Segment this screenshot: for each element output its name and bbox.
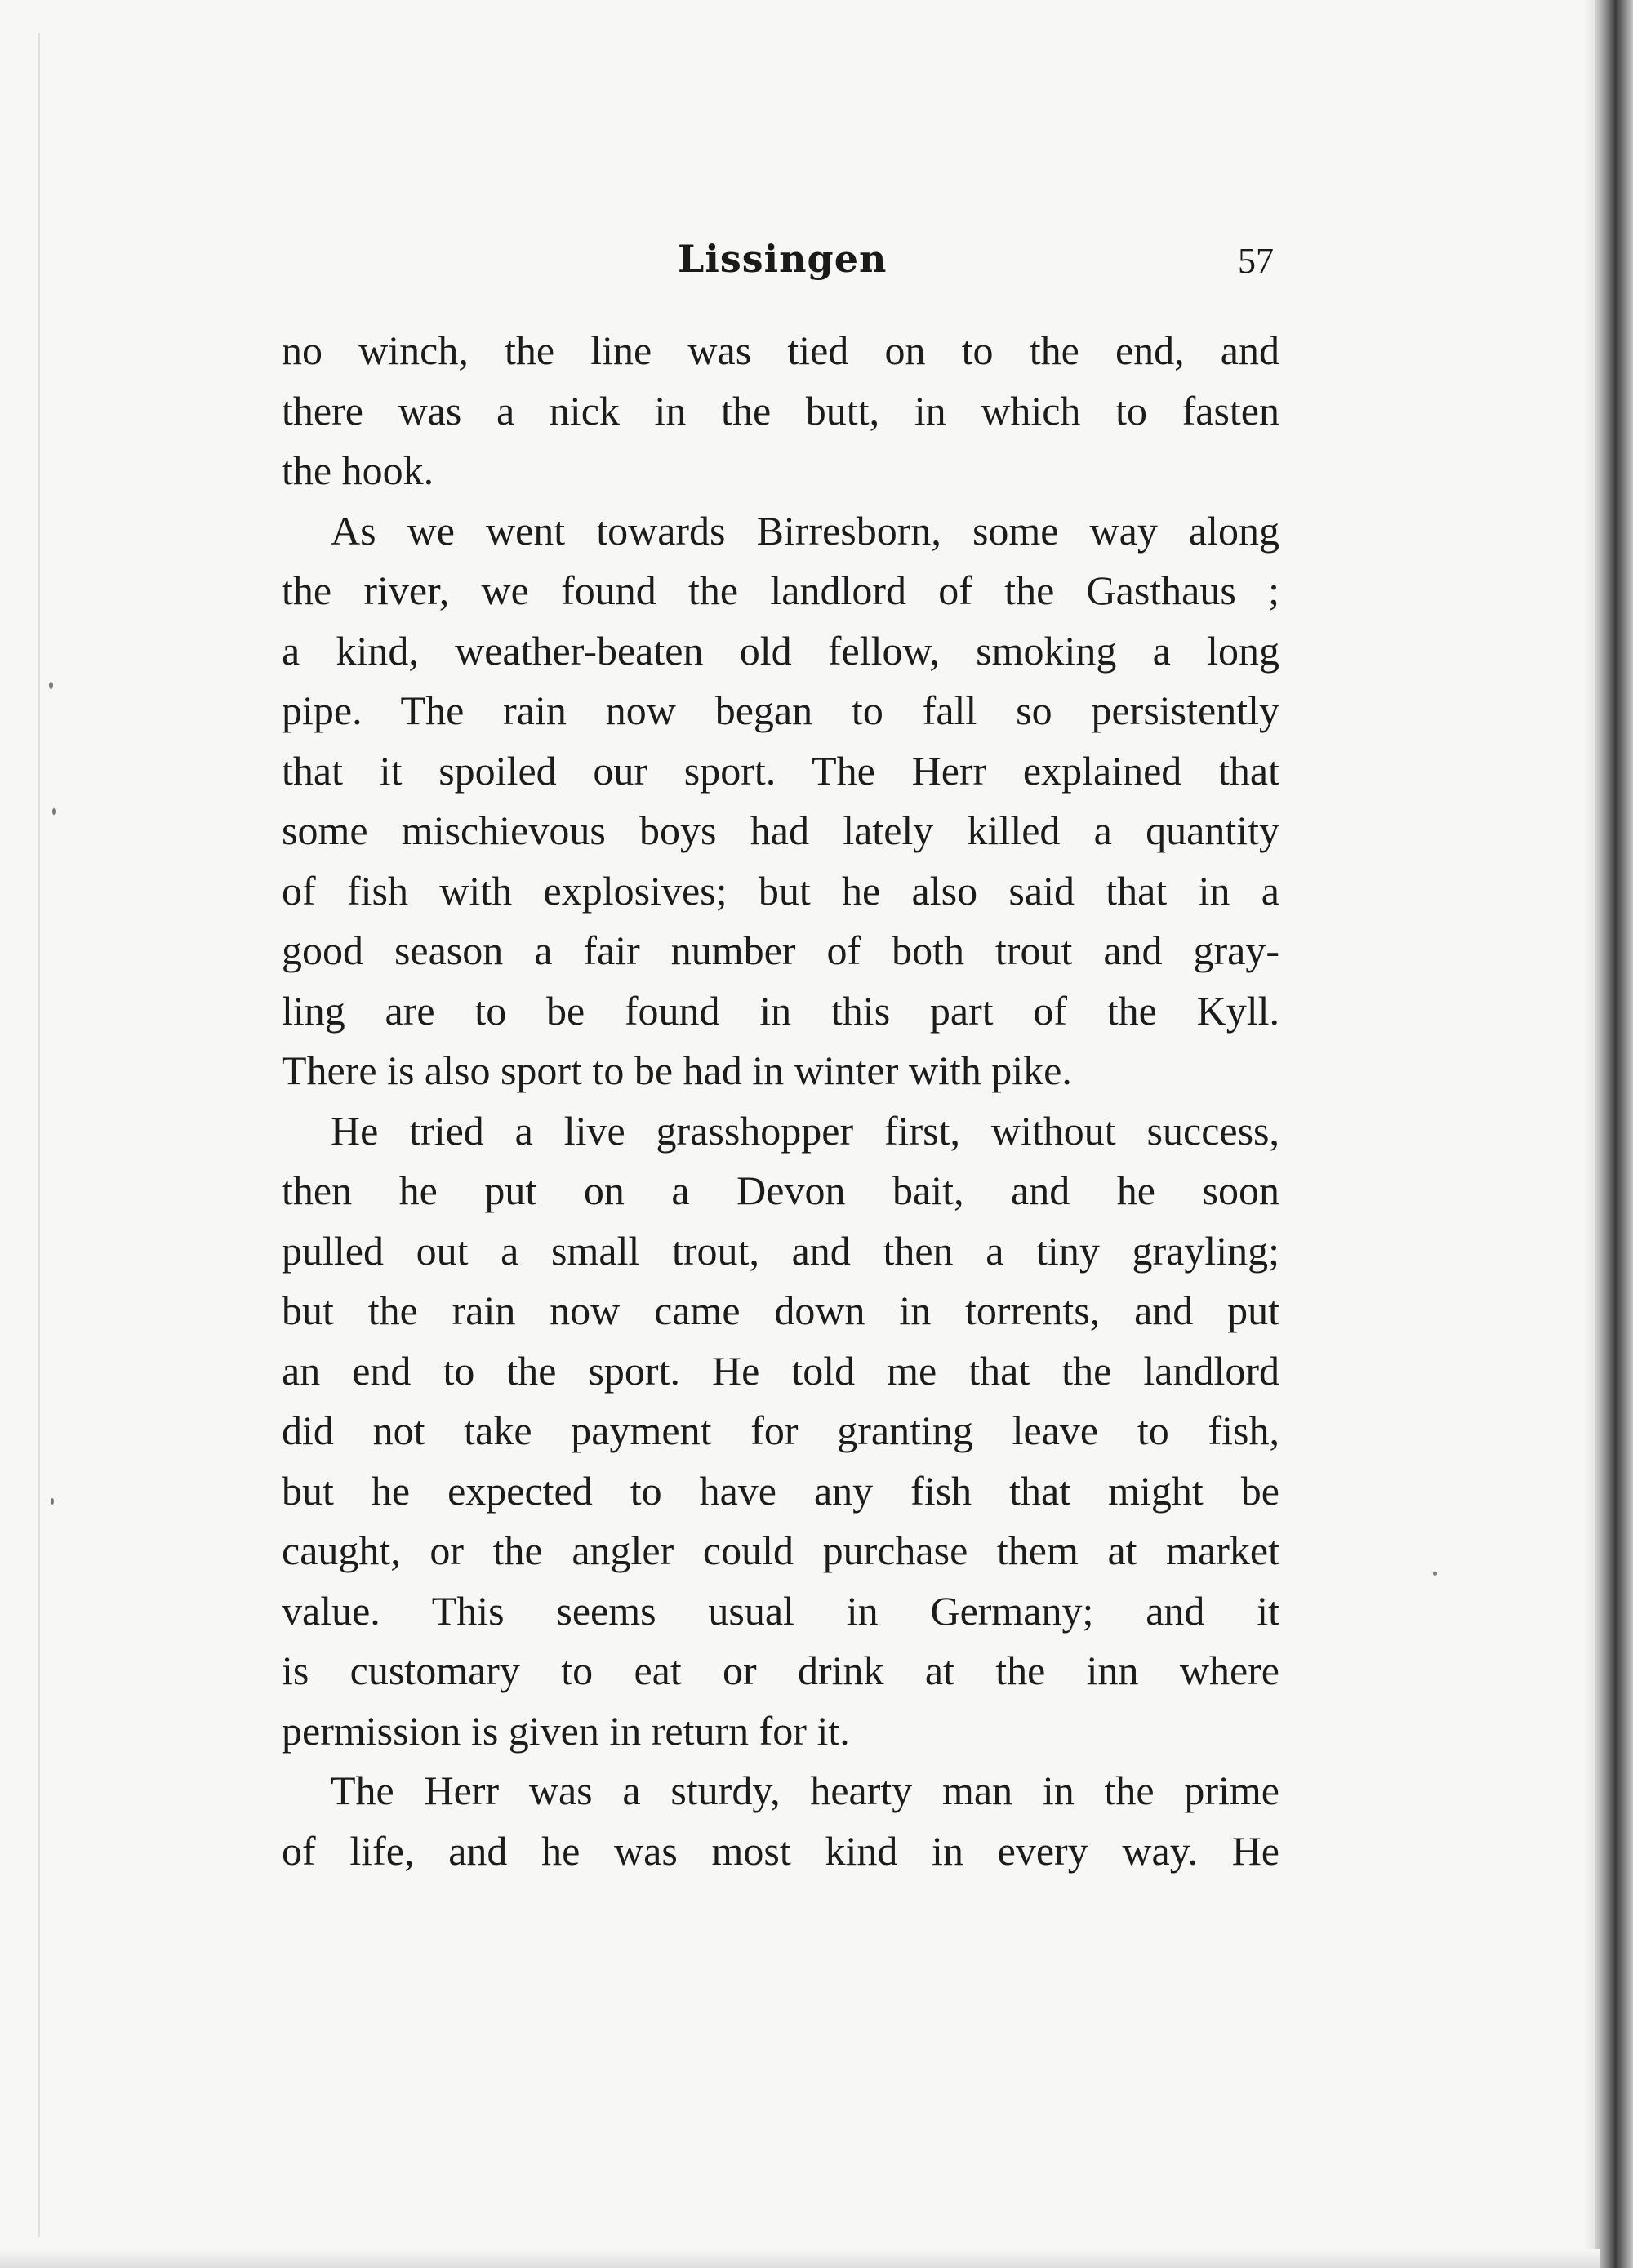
page-edge-shadow [38,33,40,2237]
dust-speck [49,682,53,689]
text-line: The Herr was a sturdy, hearty man in the prime [331,1768,1279,1813]
text-line: good season a fair number of both trout and gray- [282,927,1279,973]
text-line: He tried a live grasshopper first, without success, [331,1107,1279,1154]
text-line: no winch, the line was tied on to the end, and [282,327,1279,373]
bottom-edge-shadow [0,2249,1600,2268]
dust-speck [1433,1572,1437,1576]
running-head: Lissingen [678,237,888,281]
book-binding [1595,0,1633,2268]
text-line: permission is given in return for it. [282,1707,850,1754]
text-line: ling are to be found in this part of the Kyll. [282,987,1279,1034]
text-line: but the rain now came down in torrents, and put [282,1287,1279,1333]
text-line: then he put on a Devon bait, and he soon [282,1167,1279,1213]
text-line: pulled out a small trout, and then a tiny grayling; [282,1227,1279,1274]
text-line: the hook. [282,447,434,493]
text-line: caught, or the angler could purchase them at market [282,1528,1279,1573]
text-line: there was a nick in the butt, in which to fasten [282,387,1279,434]
text-line: an end to the sport. He told me that the landlord [282,1347,1279,1394]
body-text [282,321,1279,1881]
text-line: did not take payment for granting leave to fish, [282,1407,1279,1453]
dust-speck [51,1498,54,1505]
text-line: but he expected to have any fish that might be [282,1467,1279,1514]
text-line: a kind, weather-beaten old fellow, smoking a long [282,627,1279,674]
text-line: the river, we found the landlord of the Gasthaus ; [282,567,1279,613]
text-line: As we went towards Birresborn, some way along [331,507,1279,554]
page-number: 57 [1238,241,1274,281]
page-header [282,237,1274,294]
text-line: of fish with explosives; but he also said that in a [282,867,1279,914]
text-line: is customary to eat or drink at the inn where [282,1648,1279,1693]
text-line: of life, and he was most kind in every way. He [282,1827,1279,1874]
text-line: some mischievous boys had lately killed a quantity [282,807,1279,853]
dust-speck [52,808,56,815]
text-line: that it spoiled our sport. The Herr explained that [282,747,1279,794]
text-line: value. This seems usual in Germany; and it [282,1587,1279,1634]
text-line: There is also sport to be had in winter with pike. [282,1047,1072,1093]
gutter-shadow [1584,0,1595,2268]
text-line: pipe. The rain now began to fall so persistently [282,687,1279,733]
